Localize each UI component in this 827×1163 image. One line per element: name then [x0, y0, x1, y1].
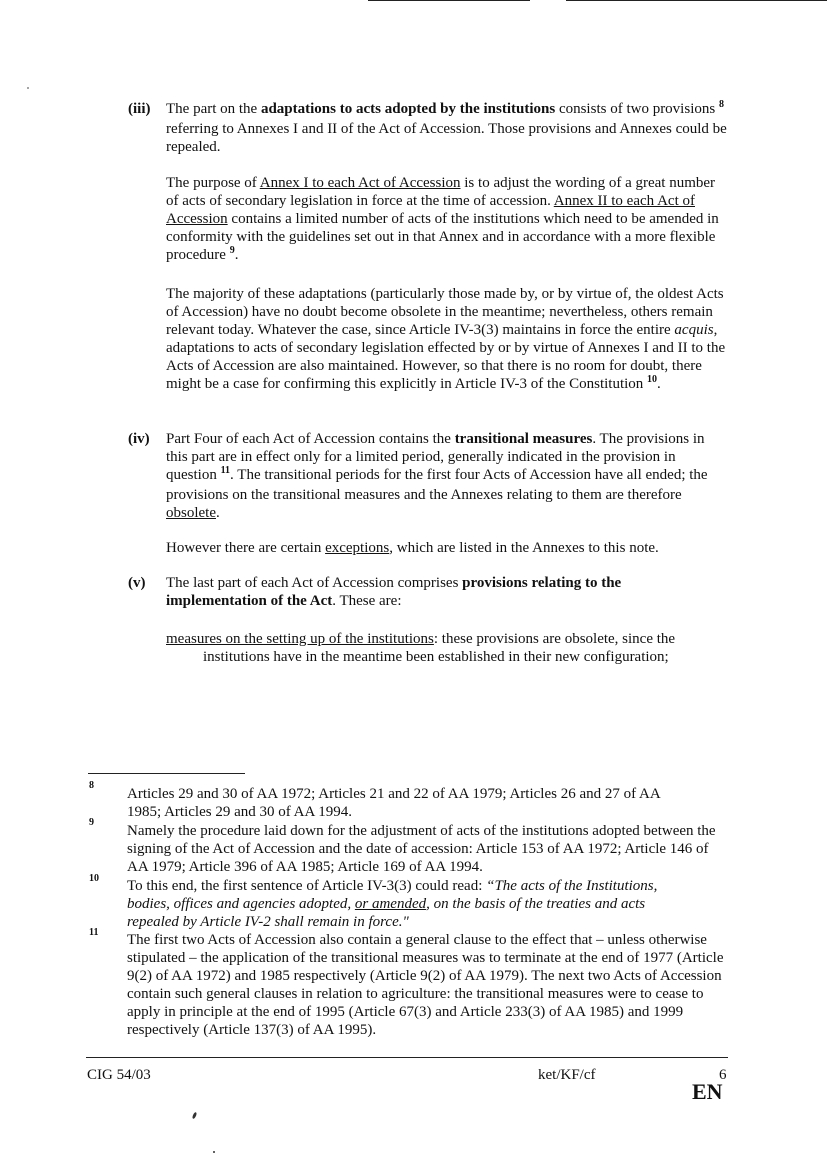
section-iii-paragraph-1: The part on the adaptations to acts adopted by the institutions consists of two provisions $^8$ referring to Annexes I and II of the Act of Accession. Those provisions and Annexes could be repealed. [166, 99, 727, 155]
section-iii-paragraph-3: The majority of these adaptations (particularly those made by, or by virtue of, the oldest Acts of Accession) have no doubt become obsolete in the meantime; nevertheless, others remain relevant today. Whatever the case, since Article IV-3(3) maintains in force the entire acquis, adaptations to acts of secondary legislation effected by or by virtue of Annexes I and II to the Acts of Accession are also maintained. However, so that there is no room for doubt, there might be a case for confirming this explicitly in Article IV-3 of the Constitution $^{10}$. [166, 286, 726, 392]
section-label-iii: (iii) [128, 101, 151, 117]
footnote-number-9: 9 [89, 817, 94, 828]
footnote-number-10: 10 [89, 873, 99, 884]
footnote-separator [88, 773, 245, 774]
footer-doc-ref: CIG 54/03 [87, 1067, 151, 1083]
footnote-number-8: 8 [89, 780, 94, 791]
section-v-list-item-1: measures on the setting up of the institutions: these provisions are obsolete, since the institutions have in the meantime been established in their new configuration; [166, 631, 676, 665]
footnote-number-11: 11 [89, 927, 99, 938]
scan-speck [27, 87, 29, 89]
footnote-ref-9[interactable]: 9 [229, 245, 235, 256]
scan-speck [192, 1112, 198, 1120]
footnote-8: Articles 29 and 30 of AA 1972; Articles 21 and 22 of AA 1979; Articles 26 and 27 of AA 1985; Articles 29 and 30 of AA 1994. [127, 786, 660, 820]
footnote-ref-10[interactable]: 10 [647, 374, 658, 385]
footnote-10: To this end, the first sentence of Article IV-3(3) could read: “The acts of the Institutions, bodies, offices and agencies adopted, or amended, on the basis of the treaties and acts repealed by Article IV-2 shall remain in force." [127, 878, 658, 930]
footnote-11: The first two Acts of Accession also contain a general clause to the effect that – unless otherwise stipulated – the application of the transitional measures was to terminate at the end of 1977 (Article 9(2) of AA 1972) and 1985 respectively (Article 9(2) of AA 1979). The next two Acts of Accession contain such general clauses in relation to agriculture: the transitional measures were to cease to apply in principle at the end of 1995 (Article 67(3) and Article 233(3) of AA 1985) and 1999 respectively (Article 137(3) of AA 1995). [127, 932, 724, 1038]
section-label-iv: (iv) [128, 431, 150, 447]
section-iv-paragraph-1: Part Four of each Act of Accession contains the transitional measures. The provisions in this part are in effect only for a limited period, generally indicated in the provision in question $^{11}$. The transitional periods for the first four Acts of Accession have all ended; the provisions on the transitional measures and the Annexes relating to them are therefore obsolete. [166, 431, 708, 521]
footer-initials: ket/KF/cf [538, 1067, 596, 1083]
footer-language-code: EN [692, 1079, 723, 1104]
footnote-ref-8[interactable]: 8 [718, 99, 724, 110]
footnote-9: Namely the procedure laid down for the adjustment of acts of the institutions adopted between the signing of the Act of Accession and the date of accession: Article 153 of AA 1972; Article 146 of AA 1979; Article 396 of AA 1985; Article 169 of AA 1994. [127, 823, 716, 875]
footnote-ref-11[interactable]: 11 [220, 465, 231, 476]
scan-speck [213, 1151, 215, 1153]
top-rule-right [566, 0, 827, 1]
section-v-paragraph-1: The last part of each Act of Accession comprises provisions relating to the implementation of the Act. These are: [166, 575, 622, 609]
top-rule-left [368, 0, 530, 1]
footer-separator [86, 1057, 728, 1058]
section-iii-paragraph-2: The purpose of Annex I to each Act of Accession is to adjust the wording of a great number of acts of secondary legislation in force at the time of accession. Annex II to each Act of Accession contains a limited number of acts of the institutions which need to be amended in conformity with the guidelines set out in that Annex and in accordance with a more flexible procedure $^9$. [166, 175, 719, 263]
footer-page-number: 6 [719, 1067, 727, 1083]
section-label-v: (v) [128, 575, 146, 591]
section-iv-paragraph-2: However there are certain exceptions, which are listed in the Annexes to this note. [166, 540, 659, 556]
